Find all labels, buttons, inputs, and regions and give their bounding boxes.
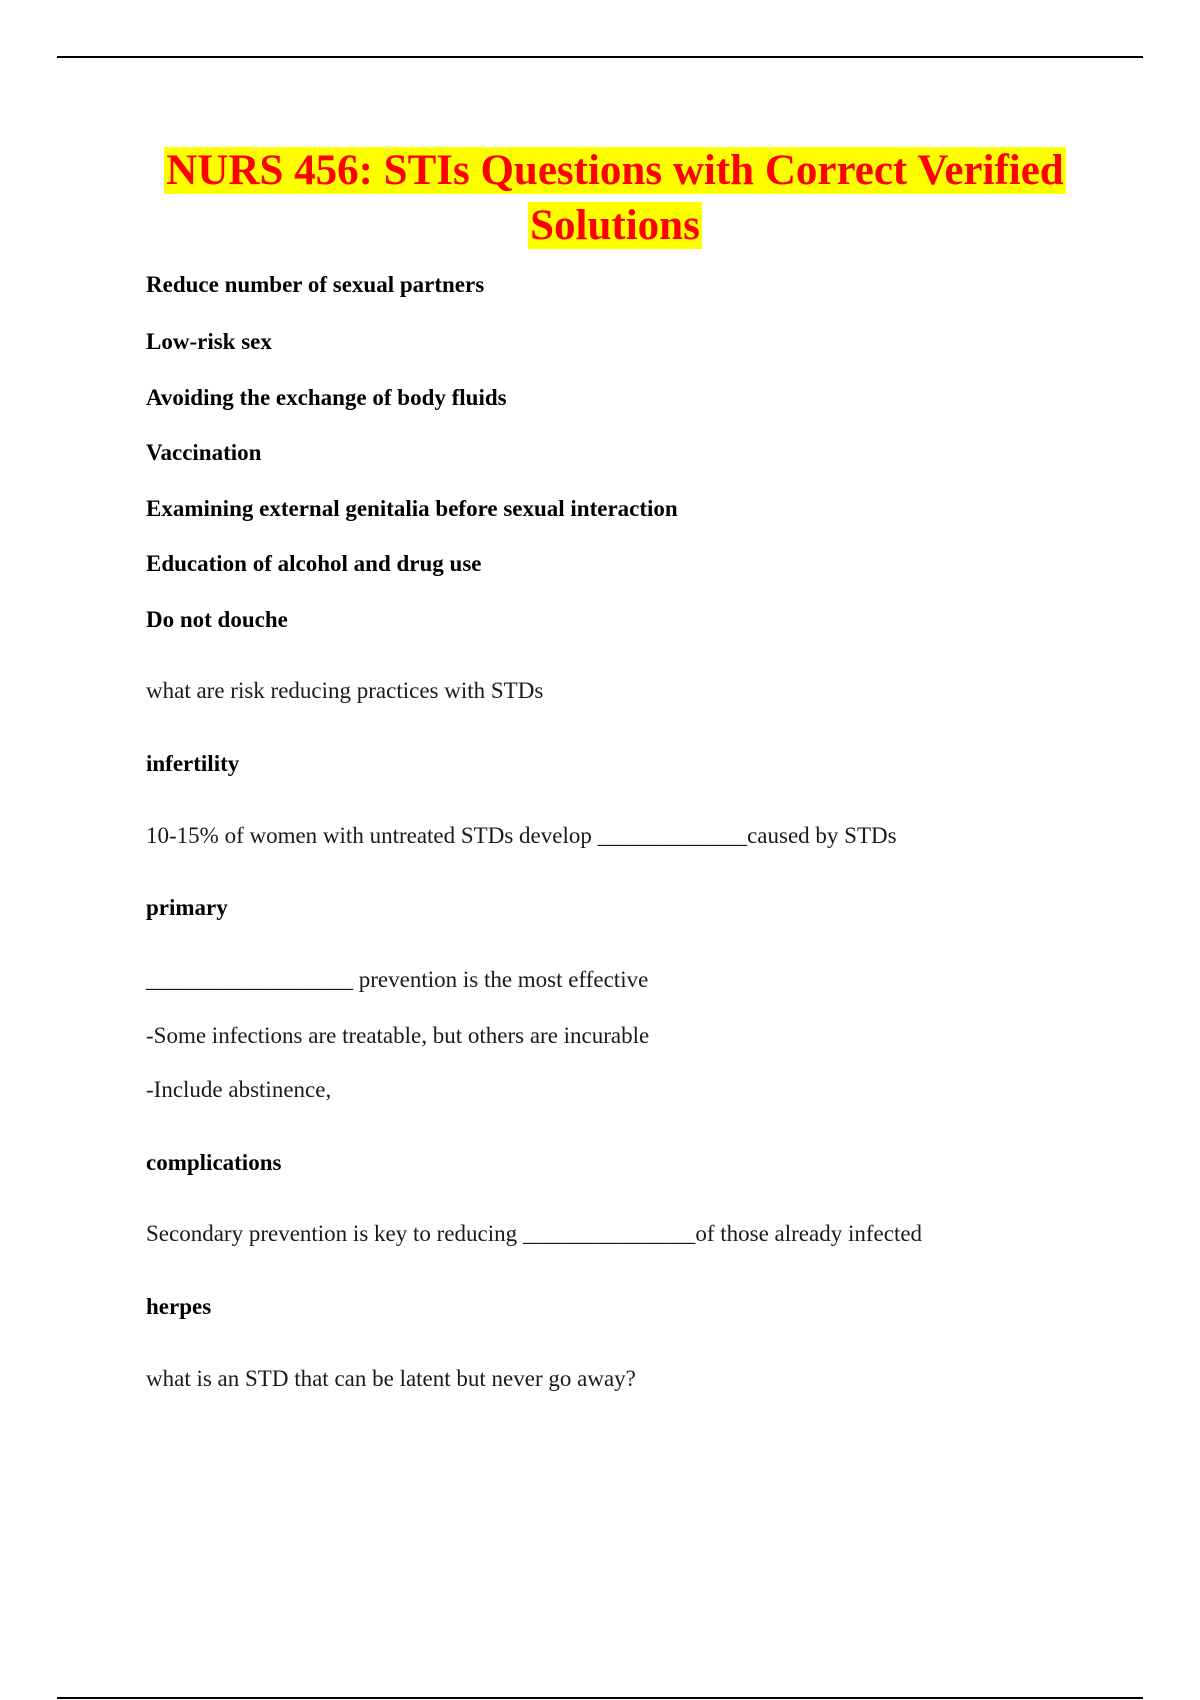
question-line: 10-15% of women with untreated STDs develop _____________caused by STDs (146, 823, 897, 848)
answer-line: Education of alcohol and drug use (146, 551, 482, 576)
question-line: what is an STD that can be latent but never go away? (146, 1366, 636, 1391)
bottom-rule (57, 1697, 1143, 1699)
question-line: __________________ prevention is the most effective (146, 967, 649, 992)
answer-line: Reduce number of sexual partners (146, 272, 485, 297)
top-rule (57, 56, 1143, 58)
answer-line: Examining external genitalia before sexual interaction (146, 496, 678, 521)
answer-line: complications (146, 1150, 282, 1175)
question-line: what are risk reducing practices with STDs (146, 678, 544, 703)
document-title-text: NURS 456: STIs Questions with Correct Verified Solutions (166, 147, 1064, 249)
question-line: Secondary prevention is key to reducing _______________of those already infected (146, 1221, 923, 1246)
document-title (100, 143, 1130, 253)
question-line: -Some infections are treatable, but others are incurable (146, 1023, 650, 1048)
answer-line: primary (146, 895, 228, 920)
answer-line: infertility (146, 751, 240, 776)
question-line: -Include abstinence, (146, 1077, 332, 1102)
answer-line: herpes (146, 1294, 212, 1319)
answer-line: Low-risk sex (146, 329, 272, 354)
answer-line: Avoiding the exchange of body fluids (146, 385, 507, 410)
answer-line: Do not douche (146, 607, 288, 632)
answer-line: Vaccination (146, 440, 262, 465)
